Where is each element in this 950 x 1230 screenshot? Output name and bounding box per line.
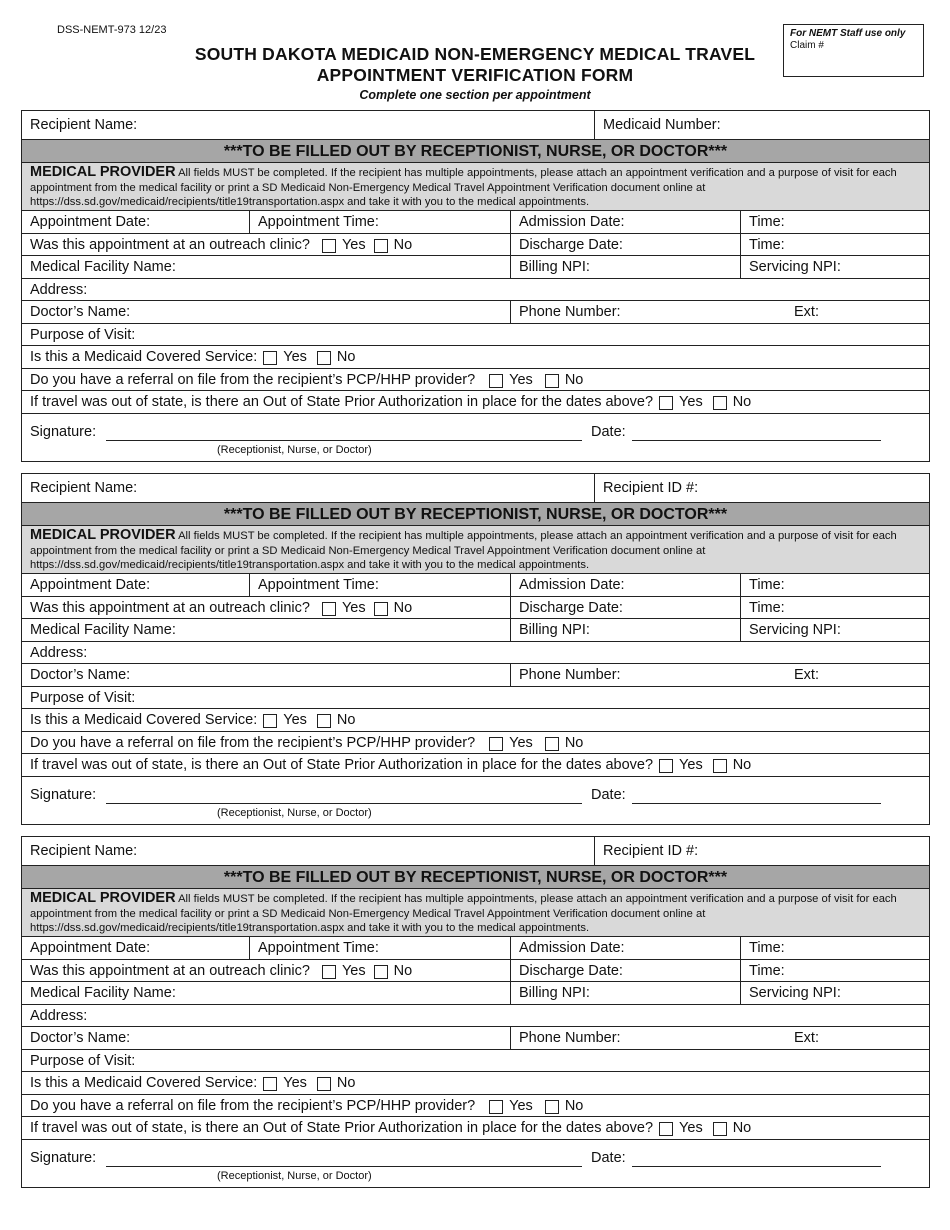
discharge-date-field[interactable] [510, 234, 740, 256]
provider-instructions [22, 163, 929, 211]
out-of-state-yes-checkbox[interactable] [659, 759, 673, 773]
signature-date-line[interactable] [632, 1166, 881, 1167]
signature-line[interactable] [106, 1166, 582, 1167]
facility-row [22, 619, 929, 642]
referral-label: Do you have a referral on file from the recipient’s PCP/HHP provider? [30, 1097, 476, 1114]
address-label: Address: [30, 644, 88, 661]
out-of-state-yes-option[interactable] [659, 757, 703, 773]
form-title-line-2: APPOINTMENT VERIFICATION FORM [316, 65, 634, 85]
appointment-date-label: Appointment Date: [30, 214, 151, 230]
appointment-time-field[interactable] [249, 937, 510, 959]
referral-yes-option[interactable] [489, 372, 533, 388]
referral-label: Do you have a referral on file from the recipient’s PCP/HHP provider? [30, 371, 476, 388]
appointment-date-field[interactable] [22, 211, 249, 233]
appointment-time-label: Appointment Time: [258, 577, 379, 593]
doctor-row [22, 664, 929, 687]
covered-service-label: Is this a Medicaid Covered Service: [30, 349, 258, 365]
outreach-clinic-question [22, 234, 510, 256]
phone-number-label: Phone Number: [519, 304, 621, 320]
covered-yes-checkbox[interactable] [263, 351, 277, 365]
billing-npi-label: Billing NPI: [519, 622, 590, 638]
outreach-yes-label: Yes [341, 236, 366, 253]
purpose-of-visit-label: Purpose of Visit: [30, 326, 136, 343]
covered-service-row [22, 1072, 929, 1095]
outreach-row [22, 597, 929, 620]
signature-row [22, 1140, 929, 1187]
referral-yes-label: Yes [509, 734, 533, 751]
referral-yes-option[interactable] [489, 1098, 533, 1114]
appointment-row [22, 211, 929, 234]
out-of-state-no-label: No [732, 757, 752, 773]
doctor-name-field[interactable] [22, 301, 510, 323]
referral-no-label: No [564, 734, 584, 751]
outreach-clinic-question [22, 960, 510, 982]
signature-date-line[interactable] [632, 440, 881, 441]
admission-time-field[interactable] [740, 937, 929, 959]
outreach-yes-option[interactable] [322, 237, 366, 253]
signature-label: Signature: [30, 1149, 97, 1166]
discharge-date-label: Discharge Date: [519, 599, 623, 616]
provider-section [21, 140, 930, 462]
outreach-no-option[interactable] [374, 237, 413, 253]
address-row [22, 642, 929, 665]
signature-date-label: Date: [591, 1149, 626, 1166]
appointment-section-1 [21, 110, 930, 462]
address-label: Address: [30, 1007, 88, 1024]
form-subtitle: Complete one section per appointment [359, 88, 591, 102]
signature-line[interactable] [106, 803, 582, 804]
covered-service-row [22, 709, 929, 732]
out-of-state-yes-checkbox[interactable] [659, 1122, 673, 1136]
doctor-name-field[interactable] [22, 664, 510, 686]
covered-yes-label: Yes [283, 1075, 307, 1091]
provider-instructions-text: All fields MUST be completed. If the recipient has multiple appointments, please attach an appointment verification and a purpose of visit for each appointment from the medical facility or print a SD Medicaid Non-Emergency Medical Travel Appointment Verification document online at https://dss.sd.gov/medicaid/recipients/title19transportation.aspx and take it with you to the medical appointments. [30, 530, 897, 571]
referral-yes-label: Yes [509, 371, 533, 388]
referral-no-checkbox[interactable] [545, 374, 559, 388]
covered-yes-checkbox[interactable] [263, 714, 277, 728]
out-of-state-yes-label: Yes [679, 394, 703, 410]
section-banner: ***TO BE FILLED OUT BY RECEPTIONIST, NURSE, OR DOCTOR*** [22, 503, 929, 526]
recipient-row [21, 473, 930, 503]
outreach-yes-checkbox[interactable] [322, 602, 336, 616]
servicing-npi-field[interactable] [740, 256, 929, 278]
covered-service-question [22, 709, 929, 731]
appointment-date-label: Appointment Date: [30, 577, 151, 593]
out-of-state-yes-option[interactable] [659, 1120, 703, 1136]
outreach-no-checkbox[interactable] [374, 239, 388, 253]
provider-instructions-heading: MEDICAL PROVIDER [30, 164, 176, 180]
admission-date-label: Admission Date: [519, 214, 625, 230]
admission-time-field[interactable] [740, 574, 929, 596]
signature-date-label: Date: [591, 423, 626, 440]
covered-no-label: No [336, 712, 356, 728]
facility-name-field[interactable] [22, 619, 510, 641]
admission-date-field[interactable] [510, 211, 740, 233]
discharge-date-field[interactable] [510, 960, 740, 982]
referral-row [22, 369, 929, 392]
referral-yes-checkbox[interactable] [489, 737, 503, 751]
out-of-state-no-option[interactable] [713, 1120, 752, 1136]
covered-service-row [22, 346, 929, 369]
recipient-name-label: Recipient Name: [30, 117, 138, 133]
referral-yes-checkbox[interactable] [489, 1100, 503, 1114]
billing-npi-field[interactable] [510, 619, 740, 641]
signature-label: Signature: [30, 786, 97, 803]
outreach-no-checkbox[interactable] [374, 965, 388, 979]
outreach-no-option[interactable] [374, 963, 413, 979]
servicing-npi-label: Servicing NPI: [749, 622, 841, 638]
facility-name-field[interactable] [22, 256, 510, 278]
facility-name-field[interactable] [22, 982, 510, 1004]
purpose-row [22, 324, 929, 347]
doctor-row [22, 1027, 929, 1050]
outreach-clinic-label: Was this appointment at an outreach clinic? [30, 962, 310, 979]
phone-ext-label: Ext: [794, 304, 819, 320]
doctor-name-label: Doctor’s Name: [30, 1030, 131, 1046]
phone-ext-label: Ext: [794, 1030, 819, 1046]
out-of-state-yes-checkbox[interactable] [659, 396, 673, 410]
out-of-state-yes-option[interactable] [659, 394, 703, 410]
discharge-time-label: Time: [749, 962, 785, 979]
outreach-no-checkbox[interactable] [374, 602, 388, 616]
doctor-name-label: Doctor’s Name: [30, 667, 131, 683]
purpose-of-visit-field[interactable] [22, 687, 929, 709]
covered-service-question [22, 1072, 929, 1094]
out-of-state-row [22, 1117, 929, 1140]
covered-no-option[interactable] [317, 1075, 356, 1091]
admission-date-field[interactable] [510, 937, 740, 959]
admission-date-label: Admission Date: [519, 940, 625, 956]
outreach-clinic-label: Was this appointment at an outreach clinic? [30, 599, 310, 616]
provider-instructions [22, 526, 929, 574]
recipient-name-field[interactable] [22, 111, 595, 139]
outreach-no-label: No [393, 962, 413, 979]
out-of-state-question [22, 391, 929, 413]
referral-no-checkbox[interactable] [545, 737, 559, 751]
address-row [22, 1005, 929, 1028]
outreach-row [22, 234, 929, 257]
purpose-row [22, 687, 929, 710]
section-banner: ***TO BE FILLED OUT BY RECEPTIONIST, NURSE, OR DOCTOR*** [22, 866, 929, 889]
outreach-yes-option[interactable] [322, 600, 366, 616]
referral-no-checkbox[interactable] [545, 1100, 559, 1114]
referral-yes-checkbox[interactable] [489, 374, 503, 388]
discharge-time-field[interactable] [740, 597, 929, 619]
claim-number-label: Claim # [790, 40, 824, 51]
outreach-clinic-question [22, 597, 510, 619]
facility-name-label: Medical Facility Name: [30, 985, 176, 1001]
outreach-no-label: No [393, 236, 413, 253]
appointment-section-3 [21, 836, 930, 1188]
covered-no-label: No [336, 1075, 356, 1091]
referral-no-option[interactable] [545, 372, 584, 388]
doctor-row [22, 301, 929, 324]
referral-no-option[interactable] [545, 1098, 584, 1114]
purpose-row [22, 1050, 929, 1073]
out-of-state-no-option[interactable] [713, 757, 752, 773]
provider-section [21, 866, 930, 1188]
phone-number-field[interactable] [510, 301, 929, 323]
address-field[interactable] [22, 279, 929, 301]
out-of-state-no-checkbox[interactable] [713, 1122, 727, 1136]
discharge-date-label: Discharge Date: [519, 236, 623, 253]
out-of-state-no-label: No [732, 1120, 752, 1136]
billing-npi-field[interactable] [510, 982, 740, 1004]
recipient-id-label: Medicaid Number: [603, 117, 721, 133]
staff-use-title: For NEMT Staff use only [790, 28, 906, 39]
admission-time-label: Time: [749, 940, 785, 956]
purpose-of-visit-field[interactable] [22, 1050, 929, 1072]
provider-instructions-heading: MEDICAL PROVIDER [30, 527, 176, 543]
covered-yes-label: Yes [283, 349, 307, 365]
servicing-npi-field[interactable] [740, 619, 929, 641]
outreach-yes-option[interactable] [322, 963, 366, 979]
address-field[interactable] [22, 1005, 929, 1027]
address-row [22, 279, 929, 302]
referral-question [22, 369, 929, 391]
provider-instructions [22, 889, 929, 937]
signature-note: (Receptionist, Nurse, or Doctor) [217, 443, 372, 456]
facility-row [22, 256, 929, 279]
out-of-state-question [22, 754, 929, 776]
signature-row [22, 777, 929, 824]
purpose-of-visit-label: Purpose of Visit: [30, 689, 136, 706]
facility-row [22, 982, 929, 1005]
referral-yes-option[interactable] [489, 735, 533, 751]
signature-note: (Receptionist, Nurse, or Doctor) [217, 1169, 372, 1182]
out-of-state-no-checkbox[interactable] [713, 759, 727, 773]
staff-use-box [783, 24, 924, 77]
billing-npi-field[interactable] [510, 256, 740, 278]
provider-instructions-text: All fields MUST be completed. If the recipient has multiple appointments, please attach an appointment verification and a purpose of visit for each appointment from the medical facility or print a SD Medicaid Non-Emergency Medical Travel Appointment Verification document online at https://dss.sd.gov/medicaid/recipients/title19transportation.aspx and take it with you to the medical appointments. [30, 167, 897, 208]
admission-time-label: Time: [749, 577, 785, 593]
phone-number-label: Phone Number: [519, 667, 621, 683]
covered-yes-label: Yes [283, 712, 307, 728]
recipient-id-label: Recipient ID #: [603, 843, 699, 859]
outreach-yes-label: Yes [341, 599, 366, 616]
doctor-name-label: Doctor’s Name: [30, 304, 131, 320]
outreach-yes-checkbox[interactable] [322, 965, 336, 979]
outreach-row [22, 960, 929, 983]
referral-row [22, 1095, 929, 1118]
out-of-state-no-label: No [732, 394, 752, 410]
recipient-id-label: Recipient ID #: [603, 480, 699, 496]
appointment-time-label: Appointment Time: [258, 214, 379, 230]
form-title-block [170, 44, 780, 102]
outreach-no-label: No [393, 599, 413, 616]
out-of-state-yes-label: Yes [679, 757, 703, 773]
signature-line[interactable] [106, 440, 582, 441]
outreach-no-option[interactable] [374, 600, 413, 616]
outreach-yes-label: Yes [341, 962, 366, 979]
recipient-id-field[interactable] [595, 474, 929, 502]
purpose-of-visit-field[interactable] [22, 324, 929, 346]
servicing-npi-label: Servicing NPI: [749, 985, 841, 1001]
out-of-state-label: If travel was out of state, is there an Out of State Prior Authorization in place for the dates above? [30, 394, 654, 410]
billing-npi-label: Billing NPI: [519, 259, 590, 275]
covered-yes-option[interactable] [263, 349, 307, 365]
admission-time-label: Time: [749, 214, 785, 230]
servicing-npi-field[interactable] [740, 982, 929, 1004]
discharge-time-label: Time: [749, 599, 785, 616]
form-title-line-1: SOUTH DAKOTA MEDICAID NON-EMERGENCY MEDICAL TRAVEL [194, 44, 756, 64]
admission-time-field[interactable] [740, 211, 929, 233]
recipient-row [21, 110, 930, 140]
signature-note: (Receptionist, Nurse, or Doctor) [217, 806, 372, 819]
phone-ext-label: Ext: [794, 667, 819, 683]
referral-row [22, 732, 929, 755]
appointment-time-field[interactable] [249, 211, 510, 233]
admission-date-label: Admission Date: [519, 577, 625, 593]
referral-question [22, 1095, 929, 1117]
recipient-name-label: Recipient Name: [30, 480, 138, 496]
appointment-date-label: Appointment Date: [30, 940, 151, 956]
covered-no-checkbox[interactable] [317, 351, 331, 365]
appointment-date-field[interactable] [22, 574, 249, 596]
provider-section [21, 503, 930, 825]
outreach-clinic-label: Was this appointment at an outreach clinic? [30, 236, 310, 253]
covered-no-option[interactable] [317, 712, 356, 728]
covered-yes-option[interactable] [263, 712, 307, 728]
out-of-state-yes-label: Yes [679, 1120, 703, 1136]
discharge-time-label: Time: [749, 236, 785, 253]
recipient-id-field[interactable] [595, 111, 929, 139]
covered-no-checkbox[interactable] [317, 1077, 331, 1091]
doctor-name-field[interactable] [22, 1027, 510, 1049]
covered-service-label: Is this a Medicaid Covered Service: [30, 712, 258, 728]
recipient-id-field[interactable] [595, 837, 929, 865]
outreach-yes-checkbox[interactable] [322, 239, 336, 253]
provider-instructions-heading: MEDICAL PROVIDER [30, 890, 176, 906]
signature-date-label: Date: [591, 786, 626, 803]
address-field[interactable] [22, 642, 929, 664]
billing-npi-label: Billing NPI: [519, 985, 590, 1001]
recipient-name-label: Recipient Name: [30, 843, 138, 859]
covered-service-question [22, 346, 929, 368]
referral-yes-label: Yes [509, 1097, 533, 1114]
phone-number-field[interactable] [510, 664, 929, 686]
appointment-row [22, 937, 929, 960]
phone-number-field[interactable] [510, 1027, 929, 1049]
facility-name-label: Medical Facility Name: [30, 622, 176, 638]
discharge-time-field[interactable] [740, 234, 929, 256]
covered-no-option[interactable] [317, 349, 356, 365]
facility-name-label: Medical Facility Name: [30, 259, 176, 275]
signature-date-line[interactable] [632, 803, 881, 804]
address-label: Address: [30, 281, 88, 298]
provider-instructions-text: All fields MUST be completed. If the recipient has multiple appointments, please attach an appointment verification and a purpose of visit for each appointment from the medical facility or print a SD Medicaid Non-Emergency Medical Travel Appointment Verification document online at https://dss.sd.gov/medicaid/recipients/title19transportation.aspx and take it with you to the medical appointments. [30, 893, 897, 934]
signature-row [22, 414, 929, 461]
appointment-row [22, 574, 929, 597]
discharge-date-label: Discharge Date: [519, 962, 623, 979]
appointment-section-2 [21, 473, 930, 825]
appointment-time-field[interactable] [249, 574, 510, 596]
covered-yes-checkbox[interactable] [263, 1077, 277, 1091]
recipient-name-field[interactable] [22, 474, 595, 502]
recipient-name-field[interactable] [22, 837, 595, 865]
discharge-date-field[interactable] [510, 597, 740, 619]
out-of-state-row [22, 754, 929, 777]
covered-no-checkbox[interactable] [317, 714, 331, 728]
form-id: DSS-NEMT-973 12/23 [57, 24, 167, 36]
phone-number-label: Phone Number: [519, 1030, 621, 1046]
referral-no-option[interactable] [545, 735, 584, 751]
purpose-of-visit-label: Purpose of Visit: [30, 1052, 136, 1069]
referral-question [22, 732, 929, 754]
referral-label: Do you have a referral on file from the recipient’s PCP/HHP provider? [30, 734, 476, 751]
signature-label: Signature: [30, 423, 97, 440]
covered-yes-option[interactable] [263, 1075, 307, 1091]
recipient-row [21, 836, 930, 866]
appointment-time-label: Appointment Time: [258, 940, 379, 956]
out-of-state-row [22, 391, 929, 414]
out-of-state-no-option[interactable] [713, 394, 752, 410]
out-of-state-no-checkbox[interactable] [713, 396, 727, 410]
section-banner: ***TO BE FILLED OUT BY RECEPTIONIST, NURSE, OR DOCTOR*** [22, 140, 929, 163]
referral-no-label: No [564, 371, 584, 388]
referral-no-label: No [564, 1097, 584, 1114]
discharge-time-field[interactable] [740, 960, 929, 982]
out-of-state-label: If travel was out of state, is there an Out of State Prior Authorization in place for the dates above? [30, 757, 654, 773]
covered-no-label: No [336, 349, 356, 365]
covered-service-label: Is this a Medicaid Covered Service: [30, 1075, 258, 1091]
out-of-state-label: If travel was out of state, is there an Out of State Prior Authorization in place for the dates above? [30, 1120, 654, 1136]
admission-date-field[interactable] [510, 574, 740, 596]
out-of-state-question [22, 1117, 929, 1139]
servicing-npi-label: Servicing NPI: [749, 259, 841, 275]
appointment-date-field[interactable] [22, 937, 249, 959]
